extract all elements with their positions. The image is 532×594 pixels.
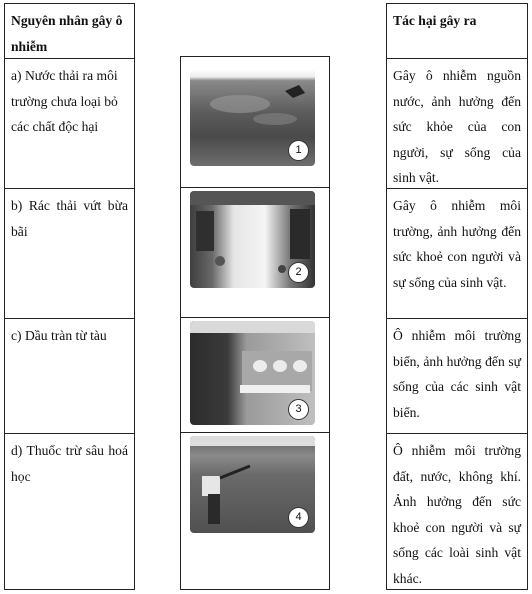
harm-header: Tác hại gây ra <box>393 13 477 28</box>
cause-a: a) Nước thải ra môi trường chưa loại bỏ các chất độc hại <box>5 58 134 188</box>
harm-b: Gây ô nhiễm môi trường, ảnh hưởng đến sức khoẻ con người và sự sống của sinh vật. <box>387 188 527 318</box>
image-number-badge: 1 <box>288 140 309 161</box>
harm-column <box>386 3 528 590</box>
image-cell-4 <box>181 432 329 591</box>
polluted-water-photo <box>190 69 315 166</box>
cause-c: c) Dầu tràn từ tàu <box>5 318 134 433</box>
cause-b: b) Rác thải vứt bừa bãi <box>5 188 134 318</box>
harm-c: Ô nhiễm môi trường biển, ảnh hưởng đến sự sống của các sinh vật biển. <box>387 318 527 433</box>
image-cell-2 <box>181 187 329 317</box>
oil-spill-photo <box>190 321 315 425</box>
image-number-badge: 4 <box>288 507 309 528</box>
image-number-badge: 3 <box>288 399 309 420</box>
cause-column <box>4 3 135 590</box>
harm-a: Gây ô nhiễm nguồn nước, ảnh hưởng đến sức khỏe của con người, sự sống của sinh vật. <box>387 58 527 188</box>
harm-d: Ô nhiễm môi trường đất, nước, không khí. Ảnh hưởng đến sức khoẻ con người và sự sống các loài sinh vật khác. <box>387 433 527 591</box>
cause-header: Nguyên nhân gây ô nhiễm <box>11 13 123 54</box>
image-cell-1 <box>181 57 329 187</box>
image-cell-3 <box>181 317 329 432</box>
image-number-badge: 2 <box>288 262 309 283</box>
image-column <box>180 56 330 590</box>
pesticide-spraying-photo <box>190 436 315 533</box>
cause-d: d) Thuốc trừ sâu hoá học <box>5 433 134 591</box>
garbage-canal-photo <box>190 191 315 288</box>
